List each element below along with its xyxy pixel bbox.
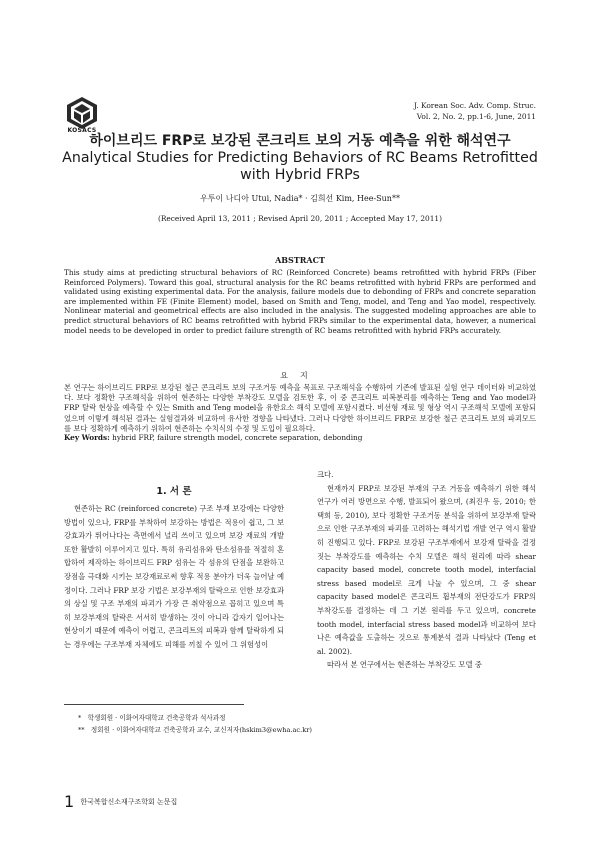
section-heading: 1. 서 론	[156, 486, 192, 497]
journal-reference-line2: Vol. 2, No. 2, pp.1-6, June, 2011	[416, 112, 536, 121]
footnotes	[64, 713, 544, 736]
footnote	[64, 713, 544, 725]
kosacs-logo-graphic	[64, 96, 100, 130]
korean-summary-text: 본 연구는 하이브리드 FRP로 보강된 철근 콘크리트 보의 구조거동 예측을 목표로 구조해석을 수행하여 기존에 발표된 실험 연구 데이터와 비교하였다. 보다 정확한 구조해석을 위하여 현존하는 다양한 부착강도 모델을 검토한 후, 이 중 콘크리트 피복분리를 예측하는 Teng and Yao model과 FRP 탈락 현상을 예측할 수 있는 Smith and Teng model을 유한요소 해석 모델에 포함시켰다. 비선형 재료 및 형상 역시 구조해석 모델에 포함되었으며 이렇게 해석된 결과는 실험결과와 비교하여 유사한 경향을 나타냈다. 그러나 다양한 하이브리드 FRP로 보강한 철근 콘크리트 보의 파괴모드를 보다 정확하게 예측하기 위하여 현존하는 수치식의 수정 및 도입이 필요하다.	[64, 383, 536, 433]
keywords-text: hybrid FRP, failure strength model, concrete separation, debonding	[112, 433, 363, 442]
body-column-left	[64, 502, 284, 652]
journal-reference-line1: J. Korean Soc. Adv. Comp. Struc.	[413, 101, 536, 110]
keywords	[64, 433, 536, 442]
korean-summary-heading: 요지	[280, 371, 320, 380]
footnote-mark: *	[78, 714, 82, 722]
abstract-text: This study aims at predicting structural behaviors of RC (Reinforced Concrete) beams retrofitted with hybrid FRPs (Fiber Reinforced Polymers). Toward this goal, structural analysis for the RC beams retrofitted with hybrid FRPs are performed and validated using existing experimental data. For the analysis, failure models due to debonding of FRPs and concrete separation are implemented within FE (Finite Element) model, based on Smith and Teng, model, and Teng and Yao model, respectively. Nonlinear material and geometrical effects are also included in the analysis. The suggested modeling approaches are able to predict structural behaviors of RC beams retrofitted with hybrid FRPs similar to the experimental data, however, a numerical model needs to be developed in order to predict failure strength of RC beams retrofitted with hybrid FRPs accurately.	[64, 268, 536, 335]
footnote-divider	[64, 704, 244, 705]
abstract-heading: ABSTRACT	[275, 255, 325, 265]
journal-reference	[414, 100, 536, 122]
title-korean: 하이브리드 FRP로 보강된 콘크리트 보의 거동 예측을 위한 해석연구	[89, 133, 511, 149]
footnote-text: 정회원 · 이화여자대학교 건축공학과 교수, 교신저자(hskim3@ewha.ac.kr)	[90, 725, 312, 734]
body-column-right	[317, 468, 536, 672]
received-dates: (Received April 13, 2011 ; Revised April 20, 2011 ; Accepted May 17, 2011)	[157, 214, 443, 223]
journal-name: 한국복합신소재구조학회 논문집	[80, 798, 178, 806]
title-english: Analytical Studies for Predicting Behaviors of RC Beams Retrofitted with Hybrid FRPs	[62, 150, 538, 183]
logo-label: KOSACS	[67, 127, 97, 134]
footnote-text: 학생회원 · 이화여자대학교 건축공학과 석사과정	[87, 714, 226, 722]
body-paragraph: 현존하는 RC (reinforced concrete) 구조 부재 보강에는 다양한 방법이 있으나, FRP를 부착하여 보강하는 방법은 적용이 쉽고, 그 보강효과가 뛰어나다는 측면에서 널리 쓰이고 있으며 보강 재료의 개발 또한 활발히 이루어지고 있다. 특히 유리섬유와 탄소섬유를 적절히 혼합하여 제작하는 하이브리드 FRP 섬유는 각 섬유의 단점을 보완하고 장점을 극대화 시키는 보강재료로써 향후 적용 분야가 더욱 늘어날 예정이다. 그러나 FRP 보강 기법은 보강부재의 탈락으로 인한 보강효과의 상실 및 구조 부재의 파괴가 가장 큰 취약점으로 꼽히고 있으며 특히 보강부재의 탈락은 서서히 발생하는 것이 아니라 갑자기 일어나는 현상이기 때문에 예측이 어렵고, 콘크리트의 피복과 함께 탈락하게 되는 경우에는 구조부재 자체에도 피해를 끼칠 수 있어 그 위험성이	[64, 504, 284, 649]
page-number: 1	[64, 792, 75, 811]
kosacs-logo	[64, 96, 100, 130]
body-paragraph: 따라서 본 연구에서는 현존하는 부착강도 모델 중	[327, 660, 482, 670]
page-footer	[64, 792, 177, 811]
authors: 우투이 나디아 Utui, Nadia* · 김희선 Kim, Hee-Sun**	[200, 194, 400, 203]
body-paragraph: 크다.	[317, 470, 334, 479]
body-paragraph: 현재까지 FRP로 보강된 부재의 구조 거동을 예측하기 위한 해석 연구가 여러 방면으로 수행, 발표되어 왔으며, (최진우 등, 2010; 한택희 등, 2010), 보다 정확한 구조거동 분석을 위하여 보강부재 탈락으로 인한 구조부재의 파괴를 고려하는 해석기법 개발 연구 역시 활발히 진행되고 있다. FRP로 보강된 구조부재에서 보강재 탈락을 결정짓는 부착강도를 예측하는 수치 모델은 해석 원리에 따라 shear capacity based model, concrete tooth model, interfacial stress based model로 크게 나눌 수 있으며, 그 중 shear capacity based model은 콘크리트 휨부재의 전단강도가 FRP의 부착강도를 결정하는 데 그 기본 원리를 두고 있으며, concrete tooth model, interfacial stress based model과 비교하여 보다 나은 예측값을 도출하는 것으로 통계분석 결과 나타났다 (Teng et al. 2002).	[317, 483, 536, 656]
footnote-mark: **	[78, 725, 85, 734]
keywords-label: Key Words:	[64, 433, 110, 442]
footnote	[64, 725, 544, 737]
